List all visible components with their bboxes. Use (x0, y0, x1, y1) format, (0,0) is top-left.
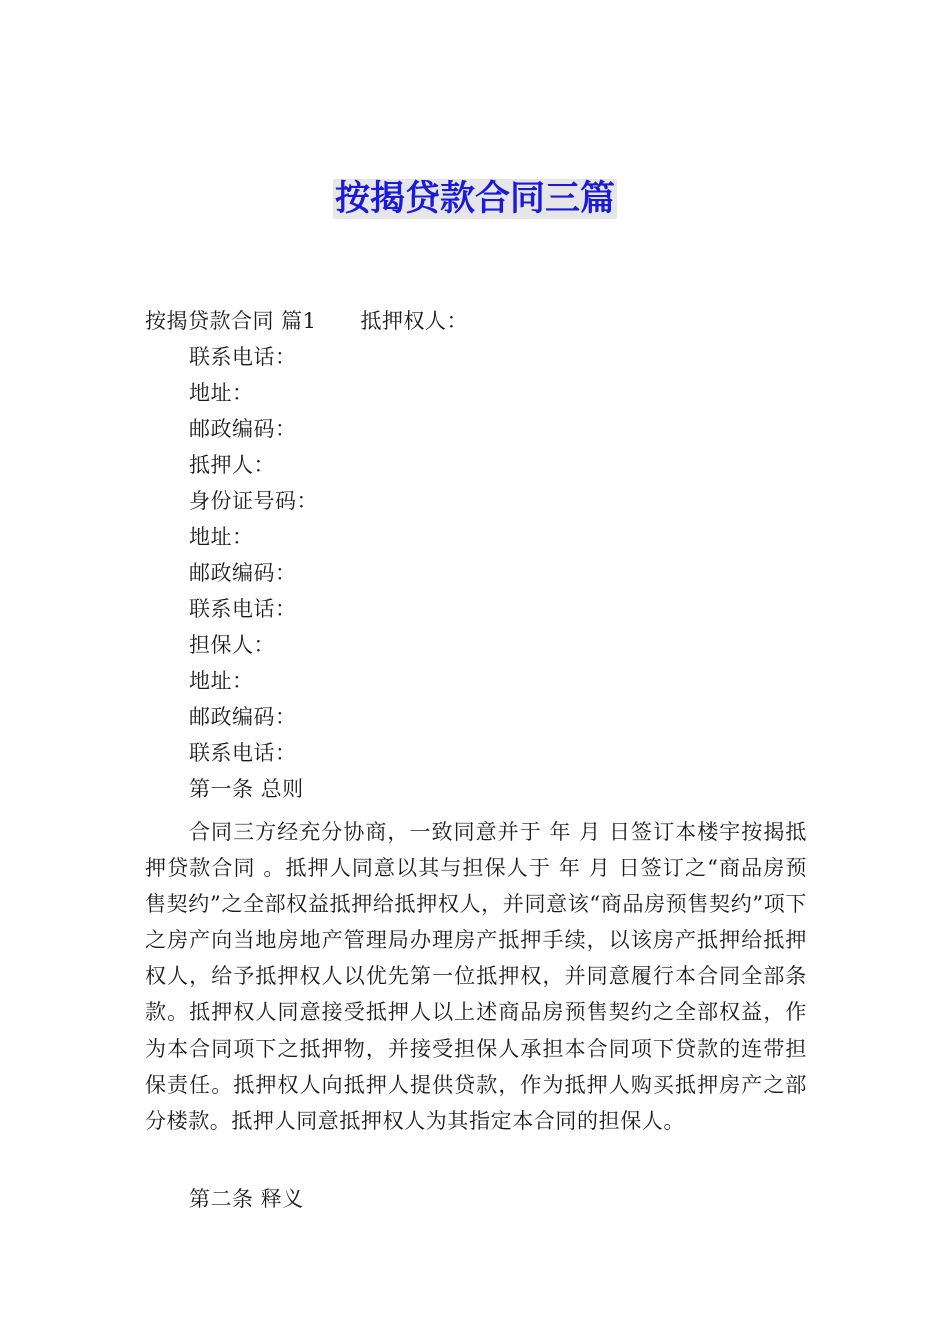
article-1-heading: 第一条 总则 (189, 777, 304, 801)
field-line: 抵押人： (189, 453, 275, 477)
field-line: 邮政编码： (189, 417, 297, 441)
field-line: 联系电话： (189, 741, 297, 765)
field-line: 地址： (189, 669, 254, 693)
field-line: 担保人： (189, 633, 275, 657)
field-line: 地址： (189, 525, 254, 549)
article-1-body: 合同三方经充分协商，一致同意并于 年 月 日签订本楼宇按揭抵押贷款合同 。抵押人同意以其与担保人于 年 月 日签订之“商品房预售契约”之全部权益抵押给抵押权人，并同意该“商品房预售契约”项下之房产向当地房地产管理局办理房产抵押手续，以该房产抵押给抵押权人，给予抵押权人以优先第一位抵押权，并同意履行本合同全部条款。抵押权人同意接受抵押人以上述商品房预售契约之全部权益，作为本合同项下之抵押物，并接受担保人承担本合同项下贷款的连带担保责任。抵押权人向抵押人提供贷款，作为抵押人购买抵押房产之部分楼款。抵押人同意抵押权人为其指定本合同的担保人。 (145, 820, 807, 1133)
title-text: 按揭贷款合同三篇 (334, 179, 615, 219)
field-line: 邮政编码： (189, 561, 297, 585)
document-title (0, 176, 950, 222)
field-line: 身份证号码： (189, 489, 318, 513)
mortgagee-label: 抵押权人： (360, 309, 469, 333)
field-line: 联系电话： (189, 597, 297, 621)
field-line: 地址： (189, 381, 254, 405)
section-heading-line (145, 307, 468, 335)
field-line: 邮政编码： (189, 705, 297, 729)
field-line: 联系电话： (189, 345, 297, 369)
section-heading: 按揭贷款合同 篇1 (145, 309, 317, 333)
article-2-heading: 第二条 释义 (189, 1187, 304, 1211)
